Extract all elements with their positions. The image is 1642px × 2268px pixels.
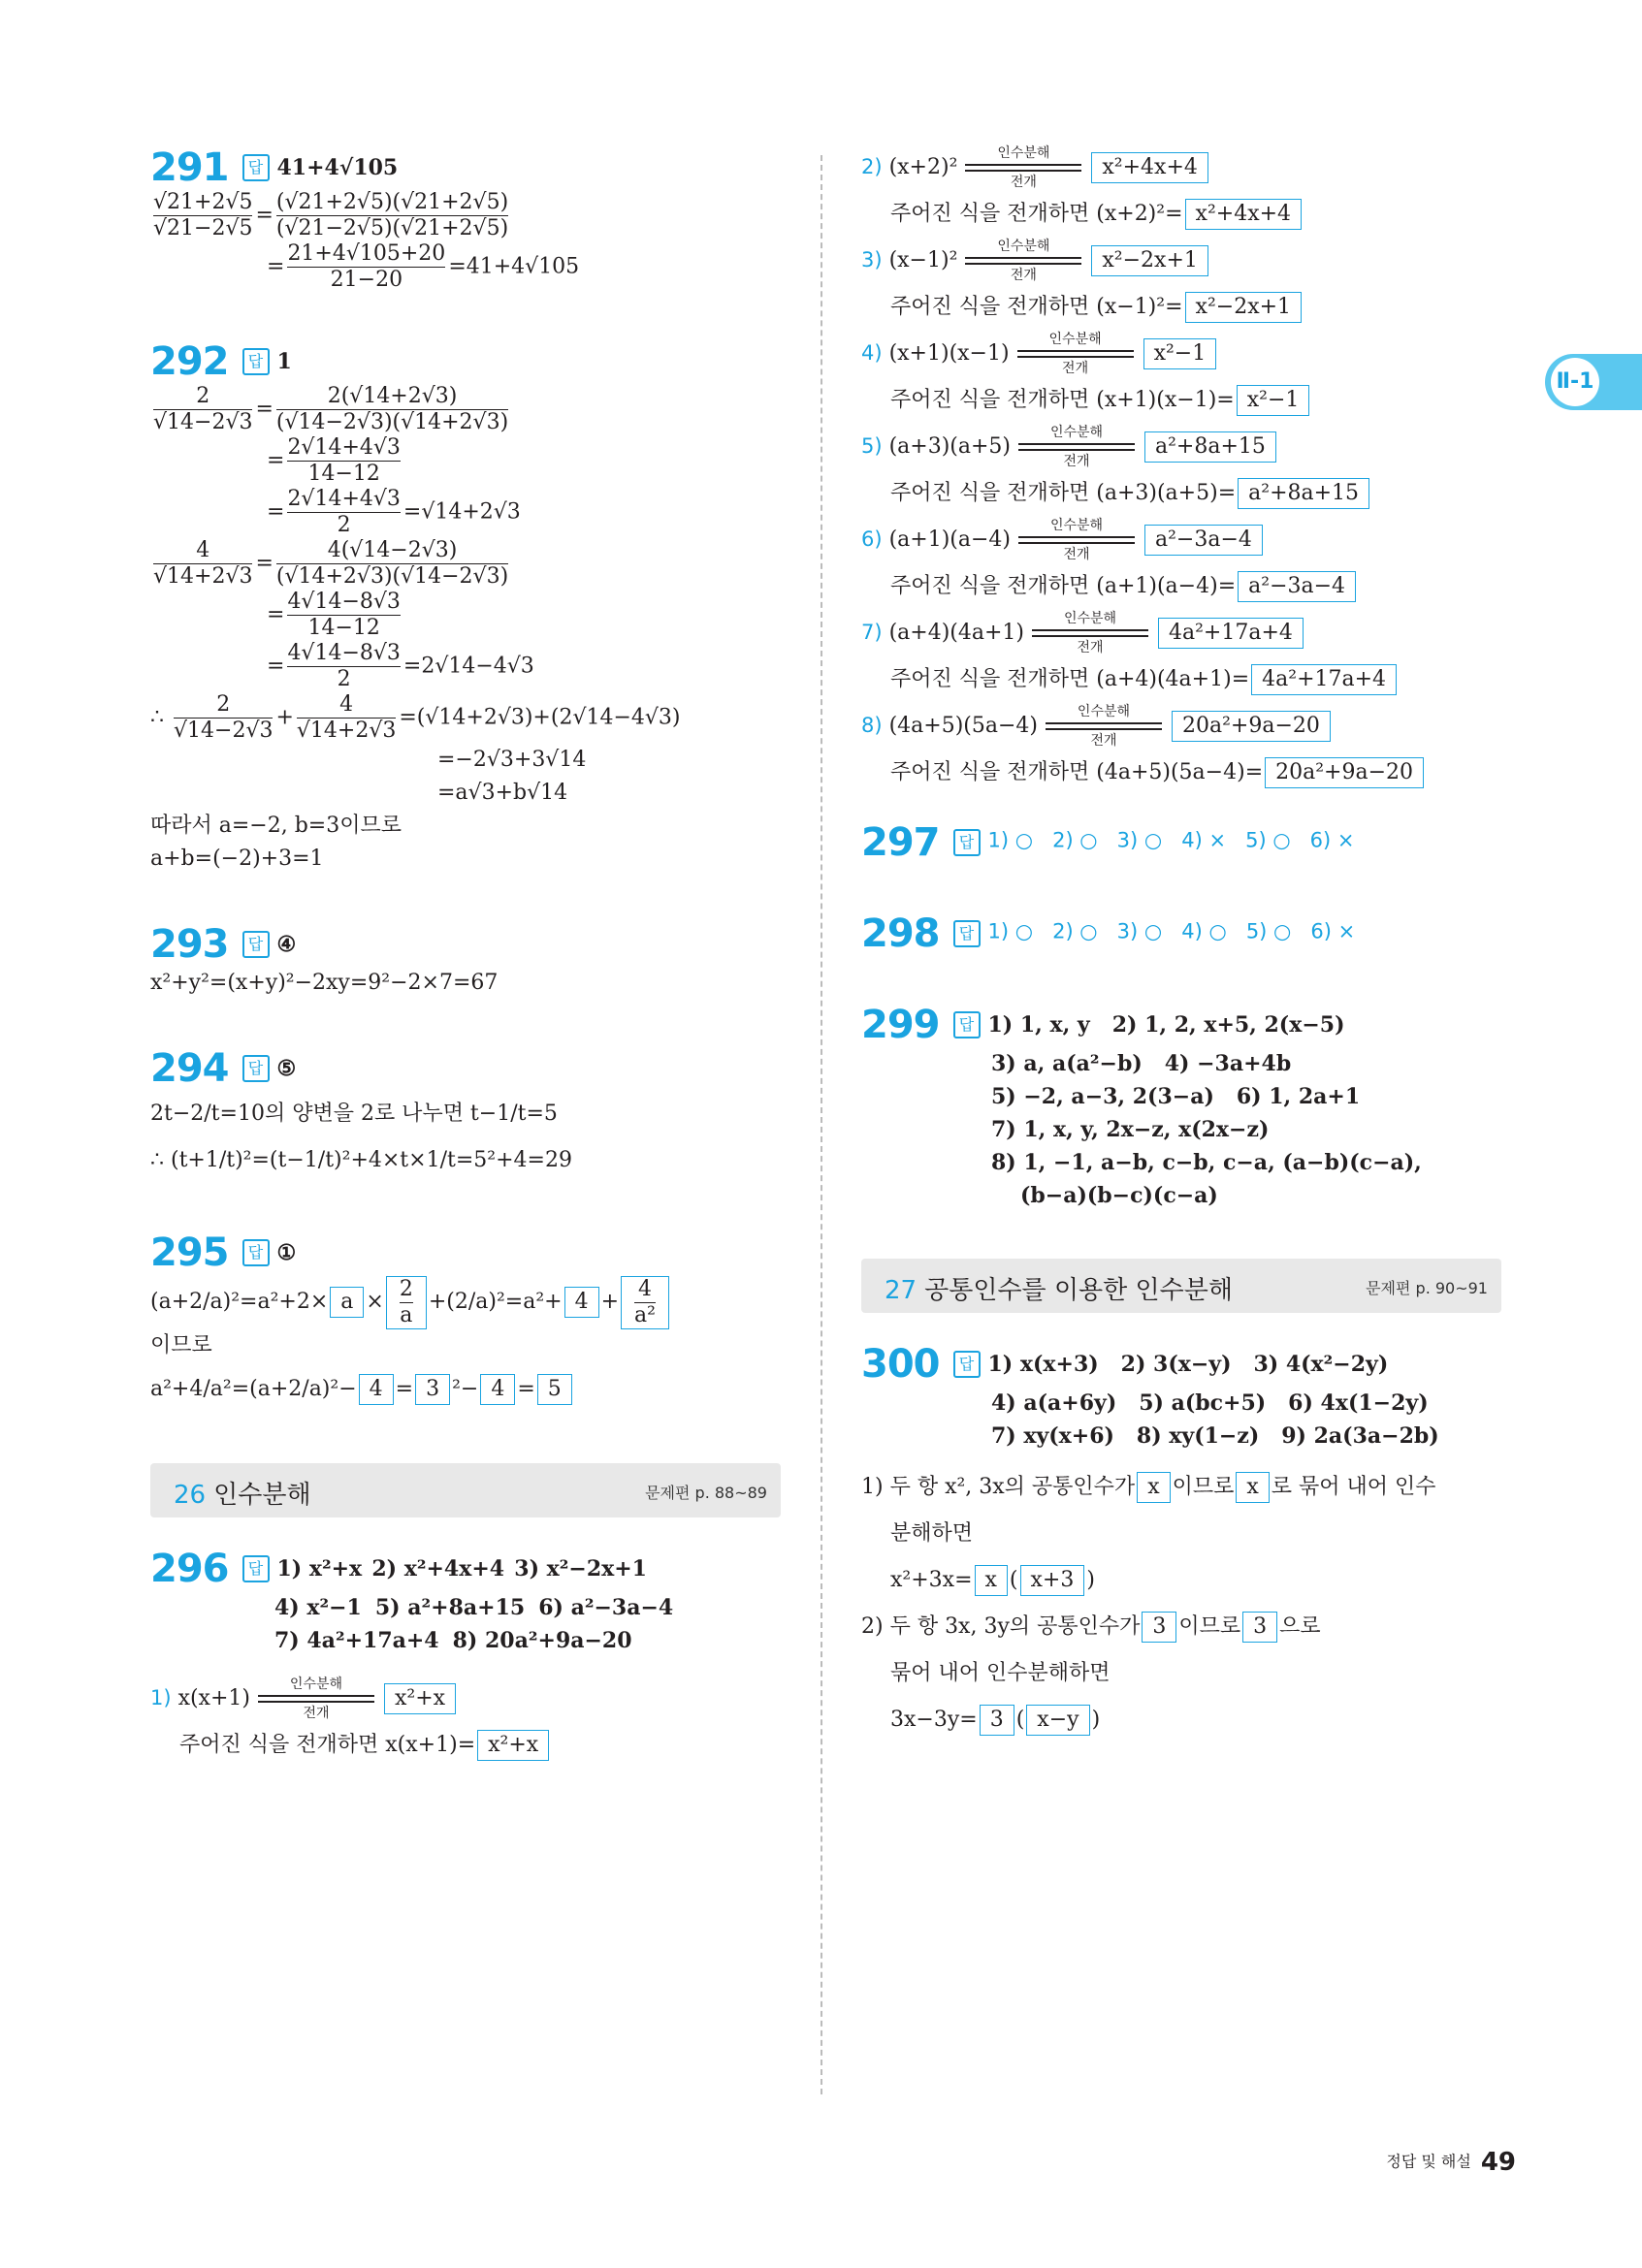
- problem-300: 300 답 1) x(x+3) 2) 3(x−y) 3) 4(x²−2y) 4) a(a+6y) 5) a(bc+5) 6) 4x(1−2y) 7) xy(x+6) 8) xy(1−z) 9) 2a(3a−2b) 1) 두 항 x², 3x의 공통인수가 x 이므로 x 로 묶어 내어 인수 분해하면 x²+3x= x ( x+3 ) 2) 두 항 3x, 3y의 공통인수가 3 이므로 3 으로 묶어 내어 인수분해하면 3x−3y= 3 ( x−y ): [861, 1342, 1501, 1743]
- explanation-text: 주어진 식을 전개하면: [890, 667, 1090, 691]
- problem-295: [150, 1230, 781, 1417]
- answer-box: 3: [1142, 1612, 1176, 1643]
- explanation-line: 주어진 식을 전개하면 (x+1)(x−1)= x²−1: [861, 384, 1501, 417]
- factored-form: (x+2)²: [1096, 202, 1166, 226]
- equation-part: ²−: [452, 1377, 479, 1401]
- answer-box: a²−3a−4: [1238, 571, 1356, 602]
- answer: 5) a²+8a+15: [374, 1595, 526, 1620]
- explanation-line: a+b=(−2)+3=1: [150, 847, 324, 871]
- explanation-text: 묶어 내어 인수분해하면: [890, 1661, 1111, 1685]
- section-pages: 문제편 p. 88~89: [645, 1484, 767, 1502]
- answer-tag: 답: [242, 1239, 270, 1266]
- answer: ①: [276, 1240, 297, 1265]
- fraction-numerator: 4: [634, 1277, 656, 1303]
- equation-part: +(2/a)²=a²+: [428, 1290, 563, 1314]
- item-number: 3): [861, 248, 883, 272]
- answer: 1) 1, x, y 2) 1, 2, x+5, 2(x−5): [987, 1012, 1345, 1038]
- arrow-label-bottom: 전개: [1062, 361, 1089, 376]
- problem-296-continued: [861, 145, 1501, 789]
- factored-form: (a+1)(a−4): [888, 527, 1011, 552]
- arrow-label-bottom: 전개: [1077, 640, 1104, 655]
- operator: =: [395, 1377, 414, 1401]
- factored-form: x(x+1): [177, 1686, 250, 1710]
- answer-box: 4: [480, 1374, 515, 1405]
- problem-299: [861, 1003, 1501, 1212]
- problem-number: 293: [150, 922, 229, 967]
- problem-number: 298: [861, 911, 940, 956]
- answer-box: x²−2x+1: [1091, 245, 1208, 276]
- answer-box: x²+x: [477, 1730, 549, 1761]
- explanation-line: 주어진 식을 전개하면 (a+1)(a−4)= a²−3a−4: [861, 570, 1501, 603]
- answer-tag: 답: [953, 1011, 981, 1038]
- fraction-denominator: 14−12: [307, 616, 380, 640]
- footer-label: 정답 및 해설: [1386, 2152, 1471, 2171]
- explanation-text: 이므로: [1178, 1614, 1241, 1639]
- arrow-label-top: 인수분해: [1077, 704, 1131, 719]
- double-arrow-icon: [1046, 719, 1162, 733]
- fraction-denominator: √14+2√3: [153, 564, 253, 589]
- answer: 3) x²−2x+1: [514, 1556, 647, 1581]
- factor-item: [861, 611, 1501, 655]
- fraction-denominator: (√21−2√5)(√21+2√5): [275, 216, 509, 240]
- problem-297: [861, 820, 1501, 865]
- factored-form: (x+1)(x−1): [1096, 388, 1217, 412]
- double-arrow-icon: [1032, 626, 1148, 640]
- explanation-text: 주어진 식을 전개하면: [890, 202, 1090, 226]
- answer-box: 20a²+9a−20: [1265, 757, 1424, 788]
- factor-item: [861, 425, 1501, 469]
- answer-tag: 답: [242, 348, 270, 375]
- answer-box: a: [330, 1287, 364, 1318]
- item-number: 6): [861, 527, 883, 551]
- explanation-line: 2t−2/t=10의 양변을 2로 나누면 t−1/t=5: [150, 1102, 558, 1126]
- answer: 2) x²+4x+4: [371, 1556, 505, 1581]
- fraction-denominator: 21−20: [330, 268, 403, 292]
- answer-tag: 답: [242, 154, 270, 181]
- fraction-denominator: a: [400, 1302, 413, 1327]
- factor-item: [861, 332, 1501, 376]
- explanation-text: 주어진 식을 전개하면: [890, 574, 1090, 598]
- answer-box: x²+4x+4: [1185, 199, 1303, 230]
- problem-number: 294: [150, 1046, 229, 1091]
- factored-form: (x−1)²: [1096, 295, 1166, 319]
- fraction-denominator: (√14+2√3)(√14−2√3): [275, 564, 509, 589]
- explanation-text: 주어진 식을 전개하면: [890, 388, 1090, 412]
- answer-tag: 답: [953, 1351, 981, 1378]
- arrow-label-top: 인수분해: [1063, 611, 1117, 626]
- double-arrow-icon: [1018, 533, 1135, 547]
- fraction-numerator: 4: [153, 538, 252, 564]
- result-line: =a√3+b√14: [437, 781, 568, 805]
- answer: ⑤: [276, 1056, 297, 1081]
- factored-form: (x+1)(x−1): [888, 341, 1010, 366]
- answer-tag: 답: [953, 829, 981, 856]
- answer: 6) a²−3a−4: [538, 1595, 674, 1620]
- explanation-line: 이므로: [150, 1333, 212, 1358]
- factored-form: (4a+5)(5a−4): [1096, 760, 1245, 784]
- problem-number: 292: [150, 339, 229, 384]
- answer-tag: 답: [242, 1555, 270, 1582]
- result: =41+4√105: [448, 254, 580, 279]
- factored-form: (x+2)²: [888, 155, 958, 179]
- factor-item: [861, 239, 1501, 283]
- answer-tag: 답: [242, 1055, 270, 1082]
- result: =(√14+2√3)+(2√14−4√3): [399, 705, 681, 730]
- answer: (b−a)(b−c)(c−a): [1020, 1183, 1218, 1208]
- explanation-line: x²+y²=(x+y)²−2xy=9²−2×7=67: [150, 971, 499, 995]
- answer-box: 3: [980, 1705, 1014, 1736]
- problem-number: 296: [150, 1547, 229, 1591]
- problem-298: [861, 911, 1501, 956]
- answer-box: a²+8a+15: [1144, 431, 1276, 463]
- fraction-denominator: 14−12: [307, 462, 380, 486]
- answer-box: x²+4x+4: [1091, 152, 1208, 183]
- problem-291: 291 답 41+4√105 $\frac{√21+2√5}{√21-2√5}$ = $\frac{(√21+2√5)(√21+2√5)}{(√21-2√5)(√21+2√5)}$ = $\frac{21+4√105+20}{21-20}$ =41+4√105: [150, 145, 580, 292]
- item-number: 2): [861, 155, 883, 178]
- arrow-label-top: 인수분해: [1048, 332, 1102, 347]
- double-arrow-icon: [965, 161, 1081, 175]
- answer-box: a²−3a−4: [1144, 525, 1263, 556]
- double-arrow-icon: [965, 254, 1081, 268]
- item-number: 7): [861, 621, 883, 644]
- answer-box: x: [1137, 1472, 1170, 1503]
- fraction-numerator: 2√14+4√3: [287, 435, 401, 460]
- answer: 4) a(a+6y) 5) a(bc+5) 6) 4x(1−2y): [991, 1390, 1429, 1416]
- explanation-text: x²+3x=: [890, 1568, 973, 1592]
- explanation-text: 1) 두 항 x², 3x의 공통인수가: [861, 1475, 1136, 1499]
- explanation-text: 3x−3y=: [890, 1708, 978, 1732]
- double-arrow-icon: [258, 1692, 374, 1706]
- fraction-numerator: 2√14+4√3: [287, 487, 401, 511]
- double-arrow-icon: [1017, 347, 1134, 361]
- answer: ④: [276, 932, 297, 957]
- answer-box: x+3: [1020, 1565, 1085, 1596]
- answer-tag: 답: [953, 920, 981, 947]
- factored-form: (a+1)(a−4): [1096, 574, 1218, 598]
- problem-number: 297: [861, 820, 940, 865]
- answer: 7) xy(x+6) 8) xy(1−z) 9) 2a(3a−2b): [991, 1423, 1439, 1449]
- fraction-denominator: 2: [337, 513, 351, 537]
- result: =√14+2√3: [402, 499, 521, 525]
- answer-box: 4: [359, 1374, 394, 1405]
- answer-box: x−y: [1026, 1705, 1089, 1736]
- answer: 1) ○ 2) ○ 3) ○ 4) × 5) ○ 6) ×: [987, 828, 1355, 852]
- fraction-denominator: √21−2√5: [153, 216, 253, 240]
- result-line: =−2√3+3√14: [437, 748, 587, 772]
- answer: 1) x(x+3) 2) 3(x−y) 3) 4(x²−2y): [987, 1352, 1389, 1377]
- answer-box: x: [975, 1565, 1008, 1596]
- answer: 7) 4a²+17a+4: [274, 1628, 439, 1653]
- chapter-label: Ⅱ-1: [1551, 358, 1599, 406]
- problem-number: 291: [150, 145, 229, 190]
- arrow-label-bottom: 전개: [1063, 454, 1090, 469]
- answer: 4) x²−1: [274, 1595, 362, 1620]
- explanation-text: 으로: [1279, 1614, 1321, 1639]
- fraction-numerator: 2: [399, 1276, 413, 1301]
- factored-form: (a+4)(4a+1): [1096, 667, 1232, 691]
- problem-number: 300: [861, 1342, 940, 1387]
- arrow-label-top: 인수분해: [1049, 425, 1104, 440]
- factor-item: [861, 704, 1501, 749]
- arrow-label-bottom: 전개: [1010, 268, 1037, 283]
- chapter-tab: [1545, 354, 1642, 410]
- explanation-text: 이므로: [1172, 1475, 1235, 1499]
- problem-293: [150, 922, 781, 1000]
- item-number: 4): [861, 341, 883, 365]
- fraction-numerator: 4√14−8√3: [287, 641, 401, 665]
- explanation-text: 주어진 식을 전개하면: [890, 760, 1090, 784]
- answer: 1) ○ 2) ○ 3) ○ 4) ○ 5) ○ 6) ×: [987, 919, 1356, 943]
- problem-number: 295: [150, 1230, 229, 1275]
- column-divider: [821, 155, 822, 2094]
- factor-item: [861, 145, 1501, 190]
- fraction-denominator: √14−2√3: [153, 410, 253, 434]
- factored-form: (a+4)(4a+1): [888, 621, 1024, 645]
- therefore-sign: ∴: [150, 705, 164, 730]
- fraction-denominator: 2: [337, 667, 351, 691]
- explanation-line: 주어진 식을 전개하면: [179, 1733, 379, 1757]
- section-number: 27: [885, 1276, 918, 1305]
- explanation-line: 따라서 a=−2, b=3이므로: [150, 814, 402, 838]
- page-number: 49: [1480, 2148, 1516, 2177]
- factored-form: (4a+5)(5a−4): [888, 714, 1038, 738]
- fraction-denominator: a²: [634, 1302, 656, 1327]
- factored-form: x(x+1): [385, 1733, 458, 1757]
- fraction-denominator: (√14−2√3)(√14+2√3): [275, 410, 509, 434]
- equation-part: a²+4/a²=(a+2/a)²−: [150, 1377, 357, 1401]
- answer-tag: 답: [242, 931, 270, 958]
- answer-box: x: [1236, 1472, 1269, 1503]
- answer: 1: [276, 349, 292, 374]
- arrow-label-bottom: 전개: [1010, 175, 1037, 190]
- explanation-line: 주어진 식을 전개하면 (x−1)²= x²−2x+1: [861, 291, 1501, 324]
- item-number: 5): [861, 434, 883, 458]
- answer-box: 4: [564, 1287, 599, 1318]
- problem-294: [150, 1046, 781, 1184]
- explanation-line: 주어진 식을 전개하면 (4a+5)(5a−4)= 20a²+9a−20: [861, 756, 1501, 789]
- answer: 1) x²+x: [276, 1556, 363, 1581]
- problem-number: 299: [861, 1003, 940, 1047]
- explanation-line: 주어진 식을 전개하면 (a+3)(a+5)= a²+8a+15: [861, 477, 1501, 510]
- fraction-numerator: (√21+2√5)(√21+2√5): [275, 190, 509, 214]
- operator: ×: [366, 1290, 384, 1314]
- fraction-numerator: 4√14−8√3: [287, 590, 401, 614]
- answer-box: a²+8a+15: [1238, 478, 1369, 509]
- explanation-line: 주어진 식을 전개하면 (a+4)(4a+1)= 4a²+17a+4: [861, 663, 1501, 696]
- page-footer: [1386, 2148, 1516, 2177]
- answer: 3) a, a(a²−b) 4) −3a+4b: [991, 1051, 1292, 1076]
- fraction-denominator: √14−2√3: [174, 719, 274, 743]
- section-header-27: [861, 1259, 1501, 1313]
- explanation-line: 주어진 식을 전개하면 (x+2)²= x²+4x+4: [861, 198, 1501, 231]
- answer-box: x²−1: [1237, 385, 1310, 416]
- factored-form: (a+3)(a+5): [1096, 481, 1218, 505]
- right-column: [861, 145, 1501, 1790]
- fraction-numerator: 2: [153, 384, 252, 410]
- fraction-numerator: 4: [297, 692, 396, 719]
- answer-box: 3: [415, 1374, 450, 1405]
- arrow-label-top: 인수분해: [997, 239, 1050, 254]
- arrow-label-top: 인수분해: [997, 145, 1050, 161]
- double-arrow-icon: [1018, 440, 1135, 454]
- explanation-line: ∴ (t+1/t)²=(t−1/t)²+4×t×1/t=5²+4=29: [150, 1148, 572, 1172]
- factor-item: [150, 1677, 781, 1721]
- factor-item: [861, 518, 1501, 562]
- fraction-numerator: 2(√14+2√3): [276, 384, 508, 410]
- answer-box: 3: [1242, 1612, 1277, 1643]
- operator: =: [517, 1377, 535, 1401]
- section-title: 인수분해: [213, 1481, 311, 1510]
- problem-296: 296 답 1) x²+x 2) x²+4x+4 3) x²−2x+1 4) x²−1 5) a²+8a+15 6) a²−3a−4 7) 4a²+17a+4 8) 20a²+9a−20 1) x(x+1) 인수분해 전개 x²+x 주어진 식을 전개하면 x(x+1)= x²+x: [150, 1547, 781, 1762]
- explanation-text: 주어진 식을 전개하면: [890, 295, 1090, 319]
- fraction-numerator: 21+4√105+20: [287, 241, 446, 266]
- factored-form: (a+3)(a+5): [888, 434, 1011, 459]
- factored-form: (x−1)²: [888, 248, 958, 272]
- left-column: [150, 145, 781, 1808]
- fraction-denominator: √14+2√3: [296, 719, 397, 743]
- explanation-text: 2) 두 항 3x, 3y의 공통인수가: [861, 1614, 1141, 1639]
- answer-box: 20a²+9a−20: [1172, 711, 1331, 742]
- arrow-label-bottom: 전개: [1090, 733, 1117, 749]
- equation-part: (a+2/a)²=a²+2×: [150, 1290, 329, 1314]
- arrow-label-bottom: 전개: [303, 1706, 330, 1721]
- result: =2√14−4√3: [402, 654, 534, 679]
- answer-box: 5: [537, 1374, 572, 1405]
- answer-box: x²−2x+1: [1185, 292, 1303, 323]
- answer: 41+4√105: [276, 155, 399, 180]
- answer: 8) 20a²+9a−20: [452, 1628, 632, 1653]
- answer-box: 4a²+17a+4: [1158, 618, 1304, 649]
- arrow-label-top: 인수분해: [1049, 518, 1104, 533]
- arrow-label-top: 인수분해: [289, 1677, 343, 1692]
- section-pages: 문제편 p. 90~91: [1366, 1279, 1488, 1297]
- fraction-numerator: 4(√14−2√3): [276, 538, 508, 564]
- problem-292: 292 답 1 $\frac{2}{√14-2√3}$ = $\frac{2(√14+2√3)}{(√14-2√3)(√14+2√3)}$ = $\frac{2√14+4√3}{14-12}$ = $\frac{2√14+4√3}{2}$ =√14+2√3 $\frac{4}{√14+2√3}$ = $\frac{4(√14-2√3)}{(√14+2√3)(√14-2√3)}$ = $\frac{4√14-8√3}{14-12}$ = $\frac{4√14-8√3}{2}$ =2√14−4√3 ∴ $\frac{2}{√14-2√3}$ + $\frac{4}{√14+2√3}$ =(√14+2√3)+(2√14−4√3) =−2√3+3√14 =a√3+b√14 따라서 a=−2, b=3이므로 a+b=(−2)+3=1: [150, 339, 781, 876]
- arrow-label-bottom: 전개: [1063, 547, 1090, 562]
- item-number: 8): [861, 714, 883, 737]
- section-header-26: [150, 1463, 781, 1517]
- answer-box: x²+x: [384, 1683, 456, 1714]
- explanation-text: 로 묶어 내어 인수: [1271, 1475, 1436, 1499]
- answer: 7) 1, x, y, 2x−z, x(2x−z): [991, 1117, 1270, 1142]
- answer-box: 4a²+17a+4: [1251, 664, 1397, 695]
- answer: 8) 1, −1, a−b, c−b, c−a, (a−b)(c−a),: [991, 1150, 1422, 1175]
- fraction-numerator: 2: [174, 692, 273, 719]
- section-number: 26: [174, 1481, 207, 1510]
- section-title: 공통인수를 이용한 인수분해: [924, 1276, 1234, 1305]
- operator: +: [600, 1290, 620, 1314]
- item-number: 1): [150, 1686, 172, 1709]
- answer-box: x²−1: [1143, 338, 1217, 369]
- explanation-text: 주어진 식을 전개하면: [890, 481, 1090, 505]
- fraction-numerator: √21+2√5: [153, 190, 253, 214]
- answer: 5) −2, a−3, 2(3−a) 6) 1, 2a+1: [991, 1084, 1361, 1109]
- explanation-text: 분해하면: [890, 1521, 974, 1546]
